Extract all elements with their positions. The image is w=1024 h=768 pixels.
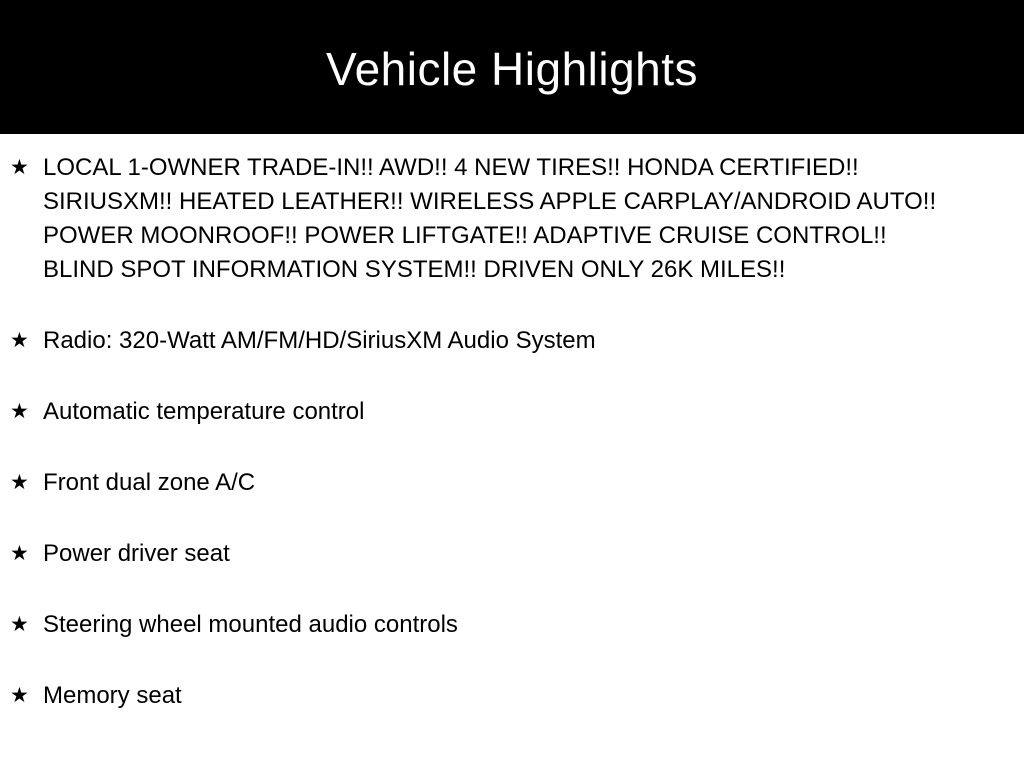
highlight-text: Power driver seat xyxy=(43,540,230,567)
star-bullet-icon: ★ xyxy=(10,542,29,565)
highlight-text: LOCAL 1-OWNER TRADE-IN!! AWD!! 4 NEW TIRES!! HONDA CERTIFIED!! SIRIUSXM!! HEATED LEATHER!! WIRELESS APPLE CARPLAY/ANDROID AUTO!! POWER MOONROOF!! POWER LIFTGATE!! ADAPTIVE CRUISE CONTROL!! BLIND SPOT INFORMATION SYSTEM!! DRIVEN ONLY 26K MILES!! xyxy=(43,154,937,283)
star-bullet-icon: ★ xyxy=(10,400,29,423)
highlight-text: Automatic temperature control xyxy=(43,398,365,425)
highlight-item xyxy=(10,395,954,429)
highlight-text: Memory seat xyxy=(43,682,182,709)
highlight-item xyxy=(10,466,954,500)
highlight-item xyxy=(10,537,954,571)
slide-header xyxy=(0,0,1024,134)
star-bullet-icon: ★ xyxy=(10,613,29,636)
highlight-item xyxy=(10,679,954,713)
highlight-item xyxy=(10,608,954,642)
star-bullet-icon: ★ xyxy=(10,156,29,179)
highlights-list xyxy=(0,134,1024,713)
page-title: Vehicle Highlights xyxy=(325,43,699,95)
highlight-item xyxy=(10,324,954,358)
highlight-text: Front dual zone A/C xyxy=(43,469,256,496)
star-bullet-icon: ★ xyxy=(10,471,29,494)
star-bullet-icon: ★ xyxy=(10,684,29,707)
highlight-item xyxy=(10,151,954,287)
highlight-text: Steering wheel mounted audio controls xyxy=(43,611,458,638)
highlight-text: Radio: 320-Watt AM/FM/HD/SiriusXM Audio System xyxy=(43,327,596,354)
star-bullet-icon: ★ xyxy=(10,329,29,352)
